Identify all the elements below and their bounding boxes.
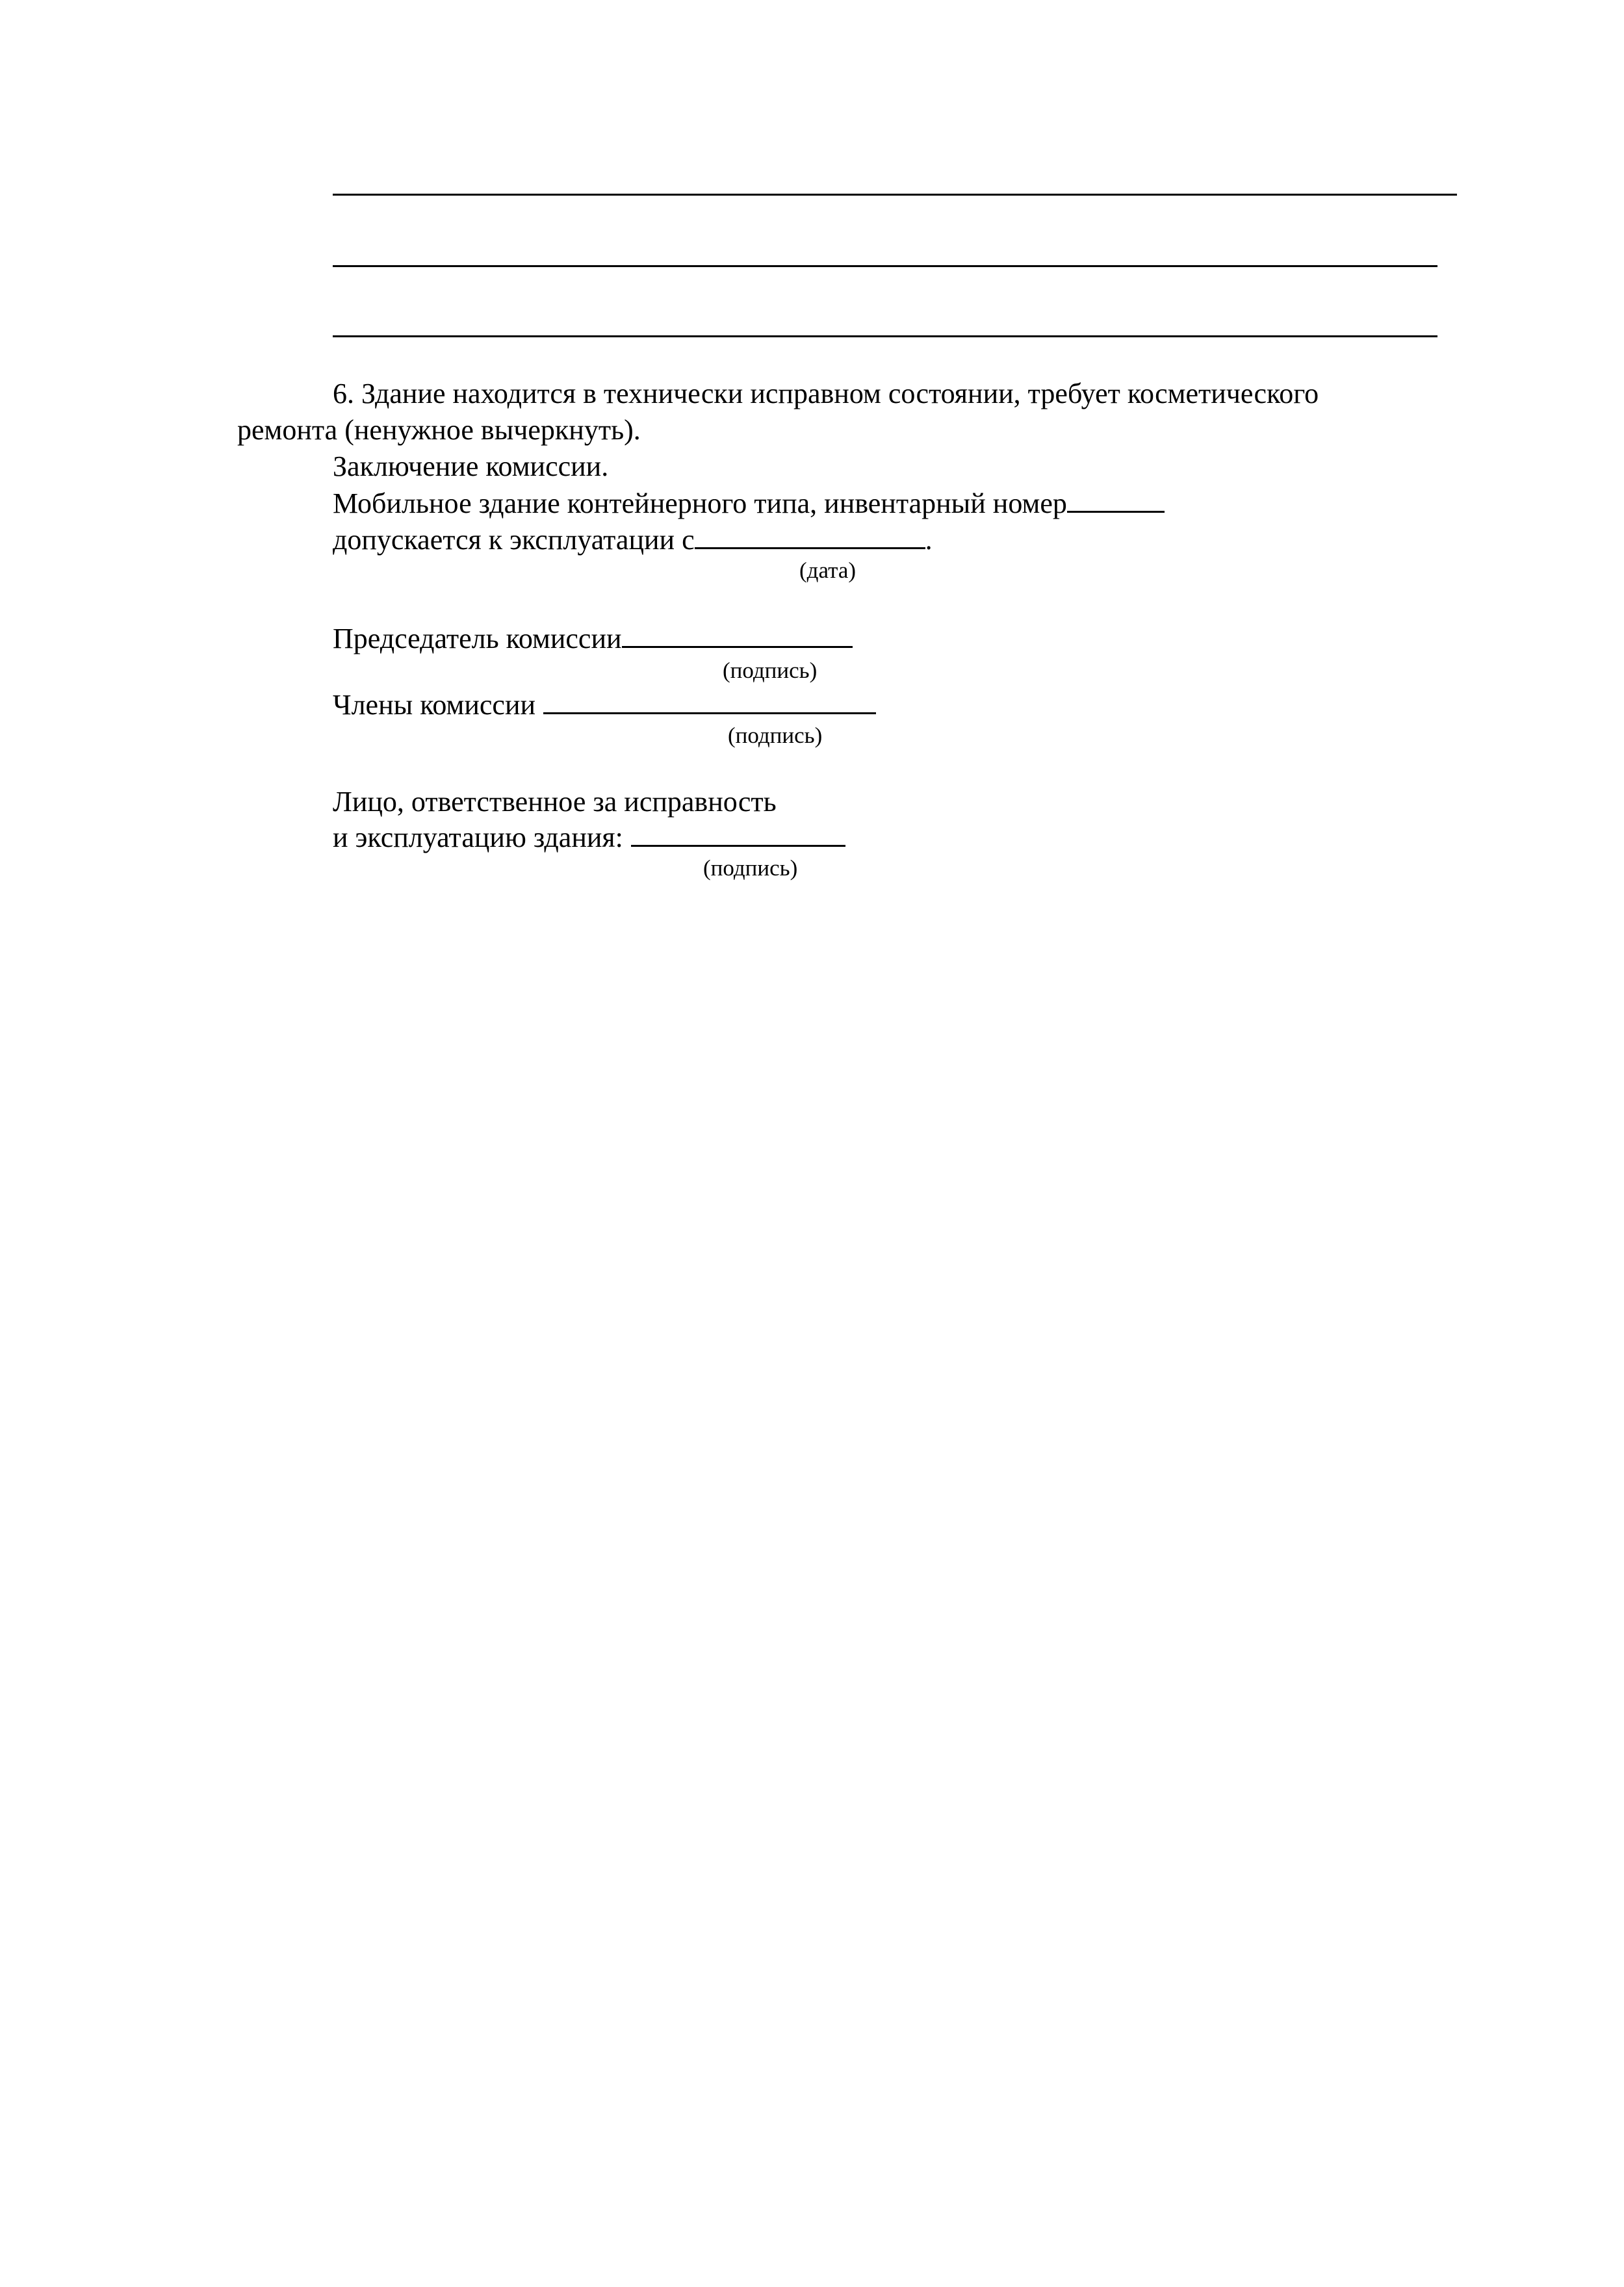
responsible-line2 — [333, 820, 845, 855]
admitted-line — [333, 523, 933, 557]
chairman-line — [333, 621, 853, 656]
blank-writing-line — [333, 194, 1457, 196]
members-line — [333, 688, 876, 722]
responsible-line1: Лицо, ответственное за исправность — [333, 786, 777, 818]
responsible-signature-field[interactable] — [631, 820, 845, 847]
responsible-caption: (подпись) — [703, 855, 798, 881]
admitted-end: . — [925, 524, 933, 556]
members-signature-field[interactable] — [543, 688, 876, 714]
conclusion-heading: Заключение комиссии. — [333, 450, 609, 482]
admitted-text: допускается к эксплуатации с — [333, 524, 695, 556]
date-caption: (дата) — [799, 558, 857, 583]
members-label: Члены комиссии — [333, 689, 536, 721]
chairman-label: Председатель комиссии — [333, 623, 622, 654]
building-line — [333, 486, 1165, 521]
chairman-signature-field[interactable] — [622, 621, 853, 648]
building-text: Мобильное здание контейнерного типа, инвентарный номер — [333, 487, 1067, 519]
date-field[interactable] — [695, 523, 925, 549]
blank-writing-line — [333, 265, 1437, 267]
inventory-number-field[interactable] — [1067, 486, 1165, 513]
item6-line1: 6. Здание находится в технически исправном состоянии, требует косметического — [333, 378, 1319, 409]
responsible-label: и эксплуатацию здания: — [333, 821, 623, 853]
blank-writing-line — [333, 335, 1437, 337]
members-caption: (подпись) — [728, 723, 823, 748]
chairman-caption: (подпись) — [723, 658, 818, 683]
item6-line2: ремонта (ненужное вычеркнуть). — [237, 414, 641, 446]
